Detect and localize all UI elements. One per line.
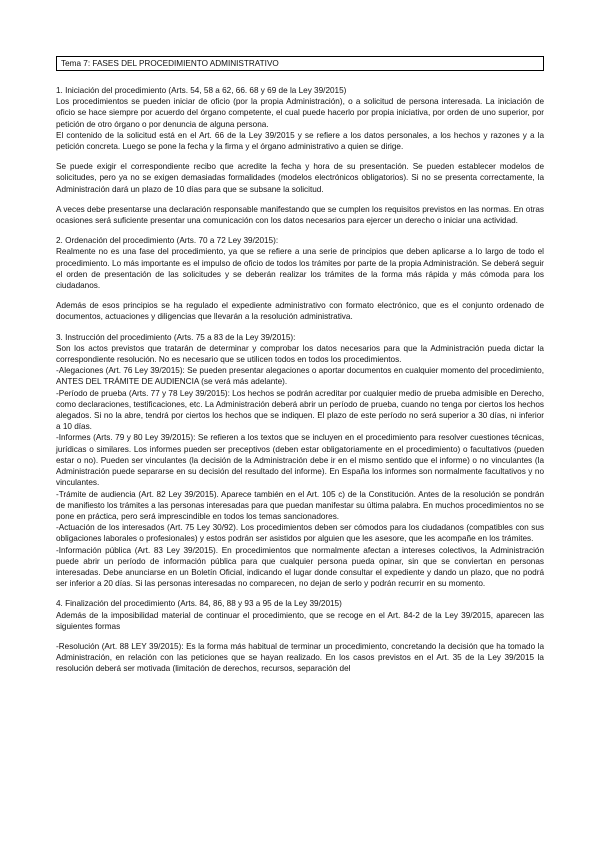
document-title: Tema 7: FASES DEL PROCEDIMIENTO ADMINISTRATIVO (56, 56, 544, 71)
section-finalizacion (56, 598, 544, 674)
paragraph: -Actuación de los interesados (Art. 75 Ley 30/92). Los procedimientos deben ser cómodos para los ciudadanos (compatibles con sus obligaciones laborales o profesionales) y estos podrán ser asistidos por alguien que les asesore, que les acompañe en los trámites. (56, 523, 544, 544)
section-heading: 2. Ordenación del procedimiento (Arts. 70 a 72 Ley 39/2015): (56, 236, 279, 246)
section-heading: 3. Instrucción del procedimiento (Arts. 75 a 83 de la Ley 39/2015): (56, 332, 296, 342)
section-heading: 1. Iniciación del procedimiento (Arts. 54, 58 a 62, 66. 68 y 69 de la Ley 39/2015) (56, 86, 347, 95)
document-page (56, 56, 544, 675)
paragraph: Además de esos principios se ha regulado el expediente administrativo con formato electrónico, que es el conjunto ordenado de documentos, actuaciones y diligencias que llevarán a la resolución administrativa. (56, 301, 544, 322)
paragraph: Se puede exigir el correspondiente recibo que acredite la fecha y hora de su presentación. Se pueden establecer modelos de solicitudes, pero ya no se exigen demasiadas formalidades (modelos electrónicos obligatorios). Si no se presenta correctamente, la Administración dará un plazo de 10 días para que se subsane la solicitud. (56, 162, 544, 194)
paragraph: -Trámite de audiencia (Art. 82 Ley 39/2015). Aparece también en el Art. 105 c) de la Constitución. Antes de la resolución se pondrán de manifiesto los trámites a las personas interesadas para que puedan manifestar su última palabra. En muchos procedimientos no se pone en práctica, pero será imprescindible en todos los temas sancionadores. (56, 489, 544, 521)
paragraph: -Alegaciones (Art. 76 Ley 39/2015): Se pueden presentar alegaciones o aportar documentos en cualquier momento del procedimiento, ANTES DEL TRÁMITE DE AUDIENCIA (se verá más adelante). (56, 366, 544, 387)
section-heading: 4. Finalización del procedimiento (Arts. 84, 86, 88 y 93 a 95 de la Ley 39/2015) (56, 599, 342, 609)
paragraph: -Resolución (Art. 88 LEY 39/2015): Es la forma más habitual de terminar un procedimiento, concretando la decisión que ha tomado la Administración, en relación con las peticiones que se hayan realizado. En los casos previstos en el Art. 35 de la Ley 39/2015 la resolución deberá ser motivada (limitación de derechos, recursos, separación del (56, 641, 544, 674)
section-iniciacion (56, 85, 544, 226)
paragraph: Además de la imposibilidad material de continuar el procedimiento, que se recoge en el Art. 84-2 de la Ley 39/2015, aparecen las siguientes formas (56, 610, 544, 631)
paragraph: -Período de prueba (Arts. 77 y 78 Ley 39/2015): Los hechos se podrán acreditar por cualquier medio de prueba admisible en Derecho, como declaraciones, testificaciones, etc. La Administración deberá abrir un período de prueba, cuando no tenga por ciertos los hechos alegados. Si no la abre, tendrá por ciertos los hechos que se indiquen. El plazo de este período no será superior a 30 días, ni inferior a 10 días. (56, 388, 544, 432)
paragraph: -Información pública (Art. 83 Ley 39/2015). En procedimientos que normalmente afectan a intereses colectivos, la Administración puede abrir un período de información pública para que cualquier persona pueda opinar, sin que se conviertan en personas interesadas. Debe anunciarse en un Boletín Oficial, indicando el lugar donde consultar el expediente y dando un plazo, que no podrá ser inferior a 20 días. Si las personas interesadas no comparecen, no dejan de serlo y podrán recurrir en su momento. (56, 545, 544, 589)
paragraph: Los procedimientos se pueden iniciar de oficio (por la propia Administración), o a solicitud de persona interesada. La iniciación de oficio se hace siempre por acuerdo del órgano competente, el cual puede hacerlo por propia iniciativa, por orden de uno superior, por petición de otro órgano o por denuncia de alguna persona. (56, 97, 544, 129)
paragraph: A veces debe presentarse una declaración responsable manifestando que se cumplen los requisitos previstos en las normas. En otras ocasiones será suficiente presentar una comunicación con los datos necesarios para ejercer un derecho o iniciar una actividad. (56, 204, 544, 226)
paragraph: Realmente no es una fase del procedimiento, ya que se refiere a una serie de principios que deben aplicarse a lo largo de todo el procedimiento. Lo más importante es el impulso de oficio de todos los trámites por parte de la propia Administración. Se deberá seguir el orden de presentación de las solicitudes y se deberán realizar los trámites de la forma más rápida y más cómoda para los ciudadanos. (56, 247, 544, 291)
section-instruccion (56, 332, 544, 590)
section-ordenacion (56, 235, 544, 322)
paragraph: -Informes (Arts. 79 y 80 Ley 39/2015): Se refieren a los textos que se incluyen en el procedimiento para resolver cuestiones técnicas, jurídicas o similares. Los informes pueden ser preceptivos (deben estar obligatoriamente en el procedimiento) o facultativos (pueden estar o no). Pueden ser vinculantes (la decisión de la Administración debe ir en el mismo sentido que el informe) o no vinculantes (la Administración puede separarse en su decisión del resultado del informe). En España los informes son normalmente facultativos y no vinculantes. (56, 433, 544, 488)
paragraph: Son los actos previstos que tratarán de determinar y comprobar los datos necesarios para que la Administración pueda dictar la correspondiente resolución. No es necesario que se utilicen todos en todos los procedimientos. (56, 343, 544, 365)
paragraph: El contenido de la solicitud está en el Art. 66 de la Ley 39/2015 y se refiere a los datos personales, a los hechos y razones y a la petición concreta. Luego se pone la fecha y la firma y el órgano administrativo a quien se dirige. (56, 130, 544, 152)
